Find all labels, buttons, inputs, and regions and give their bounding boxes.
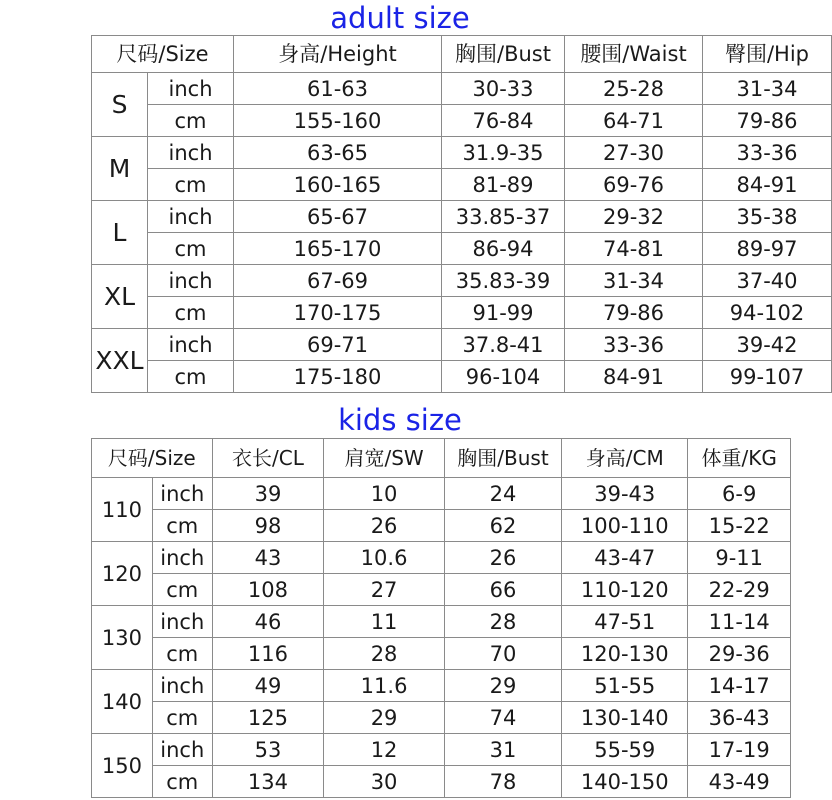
- measurement-cell: 155-160: [234, 105, 442, 137]
- measurement-cell: 26: [324, 510, 445, 542]
- column-header: 胸围/Bust: [442, 36, 565, 73]
- measurement-cell: 91-99: [442, 297, 565, 329]
- table-row: [92, 542, 791, 574]
- measurement-cell: 140-150: [562, 766, 688, 798]
- unit-label: cm: [152, 702, 212, 734]
- measurement-cell: 125: [212, 702, 324, 734]
- unit-label: inch: [152, 734, 212, 766]
- column-header: 身高/Height: [234, 36, 442, 73]
- size-label: 110: [92, 478, 153, 542]
- column-header: 体重/KG: [688, 439, 791, 478]
- measurement-cell: 22-29: [688, 574, 791, 606]
- measurement-cell: 28: [324, 638, 445, 670]
- measurement-cell: 65-67: [234, 201, 442, 233]
- measurement-cell: 49: [212, 670, 324, 702]
- measurement-cell: 43-49: [688, 766, 791, 798]
- header-row: [92, 36, 832, 73]
- measurement-cell: 84-91: [565, 361, 703, 393]
- measurement-cell: 76-84: [442, 105, 565, 137]
- unit-label: cm: [148, 169, 234, 201]
- measurement-cell: 108: [212, 574, 324, 606]
- column-header: 臀围/Hip: [703, 36, 832, 73]
- measurement-cell: 78: [444, 766, 561, 798]
- measurement-cell: 134: [212, 766, 324, 798]
- measurement-cell: 74: [444, 702, 561, 734]
- table-row: [92, 638, 791, 670]
- unit-label: cm: [152, 766, 212, 798]
- measurement-cell: 175-180: [234, 361, 442, 393]
- measurement-cell: 96-104: [442, 361, 565, 393]
- measurement-cell: 39: [212, 478, 324, 510]
- header-row: [92, 439, 791, 478]
- measurement-cell: 30: [324, 766, 445, 798]
- measurement-cell: 31.9-35: [442, 137, 565, 169]
- measurement-cell: 84-91: [703, 169, 832, 201]
- table-row: [92, 478, 791, 510]
- measurement-cell: 33-36: [565, 329, 703, 361]
- size-label: 120: [92, 542, 153, 606]
- measurement-cell: 120-130: [562, 638, 688, 670]
- measurement-cell: 79-86: [565, 297, 703, 329]
- measurement-cell: 29-32: [565, 201, 703, 233]
- column-header: 尺码/Size: [92, 439, 213, 478]
- unit-label: inch: [152, 606, 212, 638]
- measurement-cell: 24: [444, 478, 561, 510]
- measurement-cell: 64-71: [565, 105, 703, 137]
- measurement-cell: 33-36: [703, 137, 832, 169]
- measurement-cell: 69-76: [565, 169, 703, 201]
- measurement-cell: 86-94: [442, 233, 565, 265]
- table-row: [92, 734, 791, 766]
- measurement-cell: 170-175: [234, 297, 442, 329]
- measurement-cell: 31: [444, 734, 561, 766]
- table-row: [92, 105, 832, 137]
- measurement-cell: 47-51: [562, 606, 688, 638]
- measurement-cell: 9-11: [688, 542, 791, 574]
- unit-label: cm: [152, 574, 212, 606]
- table-row: [92, 361, 832, 393]
- unit-label: inch: [148, 73, 234, 105]
- measurement-cell: 43-47: [562, 542, 688, 574]
- table-row: [92, 169, 832, 201]
- unit-label: inch: [152, 670, 212, 702]
- measurement-cell: 26: [444, 542, 561, 574]
- measurement-cell: 29: [324, 702, 445, 734]
- measurement-cell: 46: [212, 606, 324, 638]
- column-header: 腰围/Waist: [565, 36, 703, 73]
- measurement-cell: 37.8-41: [442, 329, 565, 361]
- measurement-cell: 11-14: [688, 606, 791, 638]
- measurement-cell: 160-165: [234, 169, 442, 201]
- kids-size-title: kids size: [338, 403, 462, 437]
- measurement-cell: 70: [444, 638, 561, 670]
- measurement-cell: 31-34: [565, 265, 703, 297]
- measurement-cell: 62: [444, 510, 561, 542]
- column-header: 身高/CM: [562, 439, 688, 478]
- measurement-cell: 28: [444, 606, 561, 638]
- measurement-cell: 6-9: [688, 478, 791, 510]
- measurement-cell: 31-34: [703, 73, 832, 105]
- unit-label: cm: [152, 510, 212, 542]
- size-label: XL: [92, 265, 148, 329]
- adult-size-title: adult size: [330, 1, 470, 35]
- measurement-cell: 100-110: [562, 510, 688, 542]
- table-row: [92, 670, 791, 702]
- table-row: [92, 329, 832, 361]
- table-row: [92, 510, 791, 542]
- measurement-cell: 130-140: [562, 702, 688, 734]
- unit-label: inch: [148, 329, 234, 361]
- measurement-cell: 51-55: [562, 670, 688, 702]
- measurement-cell: 99-107: [703, 361, 832, 393]
- measurement-cell: 69-71: [234, 329, 442, 361]
- table-row: [92, 137, 832, 169]
- measurement-cell: 35-38: [703, 201, 832, 233]
- column-header: 衣长/CL: [212, 439, 324, 478]
- measurement-cell: 165-170: [234, 233, 442, 265]
- measurement-cell: 39-42: [703, 329, 832, 361]
- measurement-cell: 14-17: [688, 670, 791, 702]
- unit-label: inch: [152, 478, 212, 510]
- measurement-cell: 36-43: [688, 702, 791, 734]
- size-label: 130: [92, 606, 153, 670]
- size-label: M: [92, 137, 148, 201]
- measurement-cell: 29-36: [688, 638, 791, 670]
- unit-label: cm: [148, 105, 234, 137]
- size-label: S: [92, 73, 148, 137]
- measurement-cell: 53: [212, 734, 324, 766]
- measurement-cell: 61-63: [234, 73, 442, 105]
- measurement-cell: 74-81: [565, 233, 703, 265]
- measurement-cell: 37-40: [703, 265, 832, 297]
- size-label: 150: [92, 734, 153, 798]
- measurement-cell: 110-120: [562, 574, 688, 606]
- table-row: [92, 606, 791, 638]
- unit-label: cm: [148, 297, 234, 329]
- adult-size-table: [91, 35, 832, 393]
- table-row: [92, 297, 832, 329]
- column-header: 胸围/Bust: [444, 439, 561, 478]
- measurement-cell: 81-89: [442, 169, 565, 201]
- size-label: XXL: [92, 329, 148, 393]
- measurement-cell: 116: [212, 638, 324, 670]
- size-label: L: [92, 201, 148, 265]
- table-row: [92, 233, 832, 265]
- measurement-cell: 98: [212, 510, 324, 542]
- measurement-cell: 63-65: [234, 137, 442, 169]
- measurement-cell: 29: [444, 670, 561, 702]
- size-label: 140: [92, 670, 153, 734]
- column-header: 尺码/Size: [92, 36, 234, 73]
- table-row: [92, 73, 832, 105]
- unit-label: cm: [148, 233, 234, 265]
- measurement-cell: 66: [444, 574, 561, 606]
- table-row: [92, 574, 791, 606]
- unit-label: inch: [152, 542, 212, 574]
- measurement-cell: 15-22: [688, 510, 791, 542]
- measurement-cell: 55-59: [562, 734, 688, 766]
- measurement-cell: 89-97: [703, 233, 832, 265]
- measurement-cell: 39-43: [562, 478, 688, 510]
- column-header: 肩宽/SW: [324, 439, 445, 478]
- measurement-cell: 30-33: [442, 73, 565, 105]
- measurement-cell: 79-86: [703, 105, 832, 137]
- measurement-cell: 10: [324, 478, 445, 510]
- table-row: [92, 766, 791, 798]
- table-row: [92, 702, 791, 734]
- measurement-cell: 33.85-37: [442, 201, 565, 233]
- measurement-cell: 67-69: [234, 265, 442, 297]
- unit-label: cm: [152, 638, 212, 670]
- measurement-cell: 17-19: [688, 734, 791, 766]
- table-row: [92, 265, 832, 297]
- measurement-cell: 25-28: [565, 73, 703, 105]
- measurement-cell: 10.6: [324, 542, 445, 574]
- unit-label: cm: [148, 361, 234, 393]
- unit-label: inch: [148, 265, 234, 297]
- measurement-cell: 12: [324, 734, 445, 766]
- measurement-cell: 27-30: [565, 137, 703, 169]
- table-row: [92, 201, 832, 233]
- measurement-cell: 11: [324, 606, 445, 638]
- unit-label: inch: [148, 137, 234, 169]
- measurement-cell: 35.83-39: [442, 265, 565, 297]
- measurement-cell: 27: [324, 574, 445, 606]
- measurement-cell: 11.6: [324, 670, 445, 702]
- measurement-cell: 43: [212, 542, 324, 574]
- measurement-cell: 94-102: [703, 297, 832, 329]
- unit-label: inch: [148, 201, 234, 233]
- kids-size-table: [91, 438, 791, 798]
